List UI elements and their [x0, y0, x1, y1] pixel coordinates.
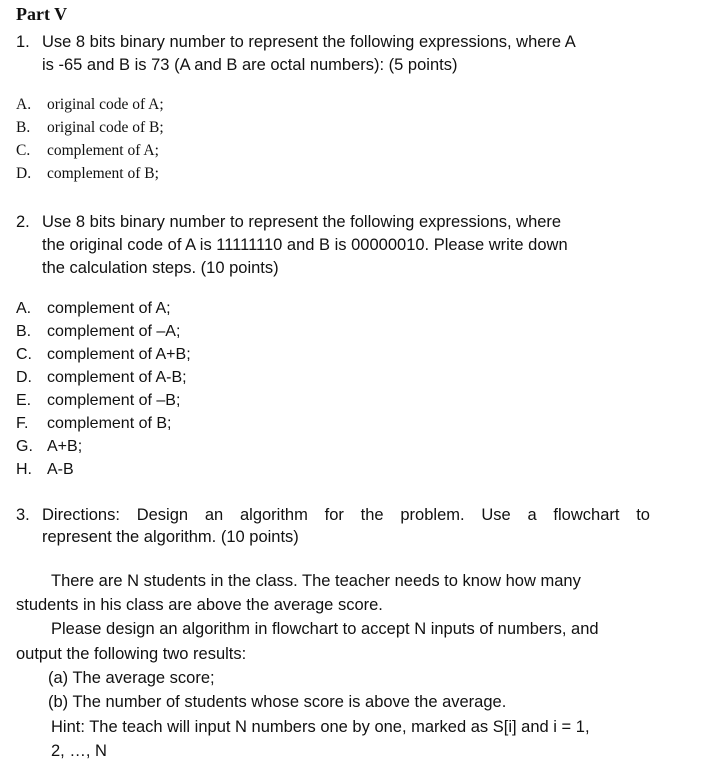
- option-letter: C.: [16, 346, 32, 363]
- q3-item-a: (a) The average score;: [48, 669, 215, 687]
- option-letter: D.: [16, 165, 32, 182]
- q2-option-d: [16, 369, 187, 387]
- q1-option-d: [16, 165, 159, 183]
- option-letter: B.: [16, 323, 32, 340]
- q1-option-c: [16, 142, 159, 160]
- q2-option-f: [16, 415, 172, 433]
- option-letter: G.: [16, 438, 33, 455]
- question-3-line-2: represent the algorithm. (10 points): [42, 528, 299, 546]
- option-text: complement of A+B;: [47, 346, 191, 363]
- q3-hint-line-2: 2, …, N: [51, 742, 107, 760]
- option-letter: F.: [16, 415, 29, 432]
- question-2-line-1: Use 8 bits binary number to represent the following expressions, where: [42, 213, 562, 231]
- question-3-line-1: Directions: Design an algorithm for the problem. Use a flowchart to: [42, 506, 650, 524]
- q2-option-a: [16, 300, 171, 318]
- q3-paragraph-1-line-2: students in his class are above the average score.: [16, 596, 383, 614]
- option-text: A+B;: [47, 438, 83, 455]
- question-2-number: 2.: [16, 213, 30, 231]
- q2-option-h: [16, 461, 74, 479]
- option-text: complement of A;: [47, 142, 159, 159]
- option-text: complement of A-B;: [47, 369, 187, 386]
- q2-option-b: [16, 323, 180, 341]
- q1-option-a: [16, 96, 164, 114]
- question-1-number: 1.: [16, 33, 30, 51]
- option-text: complement of –B;: [47, 392, 181, 409]
- option-letter: C.: [16, 142, 31, 159]
- option-letter: A.: [16, 96, 32, 113]
- question-2-line-3: the calculation steps. (10 points): [42, 259, 279, 277]
- option-text: complement of B;: [47, 415, 172, 432]
- q2-option-e: [16, 392, 180, 410]
- option-text: A-B: [47, 461, 74, 478]
- option-text: original code of A;: [47, 96, 164, 113]
- option-text: complement of B;: [47, 165, 159, 182]
- q3-paragraph-1-line-1: There are N students in the class. The teacher needs to know how many: [51, 572, 581, 590]
- q3-item-b: (b) The number of students whose score is above the average.: [48, 693, 507, 711]
- question-1-line-2: is -65 and B is 73 (A and B are octal numbers): (5 points): [42, 56, 458, 74]
- option-text: complement of –A;: [47, 323, 181, 340]
- option-letter: D.: [16, 369, 32, 386]
- option-letter: H.: [16, 461, 32, 478]
- option-letter: A.: [16, 300, 32, 317]
- part-title: Part V: [16, 4, 68, 24]
- q3-paragraph-2-line-1: Please design an algorithm in flowchart to accept N inputs of numbers, and: [51, 620, 599, 638]
- q2-option-c: [16, 346, 191, 364]
- q2-option-g: [16, 438, 82, 456]
- option-text: original code of B;: [47, 119, 164, 136]
- q1-option-b: [16, 119, 164, 137]
- question-2-line-2: the original code of A is 11111110 and B is 00000010. Please write down: [42, 236, 568, 254]
- option-letter: B.: [16, 119, 31, 136]
- question-1-line-1: Use 8 bits binary number to represent the following expressions, where A: [42, 33, 576, 51]
- question-3-number: 3.: [16, 506, 30, 524]
- option-letter: E.: [16, 392, 32, 409]
- q3-paragraph-2-line-2: output the following two results:: [16, 645, 247, 663]
- option-text: complement of A;: [47, 300, 171, 317]
- q3-hint-line-1: Hint: The teach will input N numbers one by one, marked as S[i] and i = 1,: [51, 718, 590, 736]
